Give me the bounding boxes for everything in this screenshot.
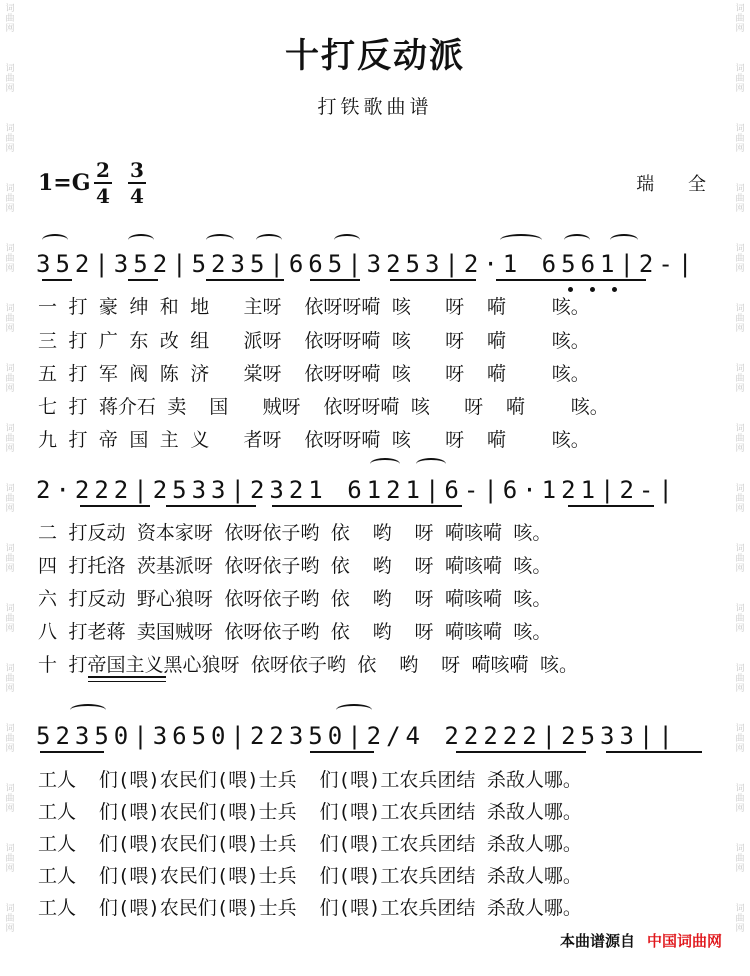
notation-line-1: 352|352|5235|665|3253|2·1 6561|2-| (36, 250, 698, 278)
watermark-right-13: 词曲网 (735, 724, 745, 754)
underline (166, 505, 256, 507)
slur (128, 234, 154, 246)
watermark-right-4: 词曲网 (735, 184, 745, 214)
watermark-right-14: 词曲网 (735, 784, 745, 814)
time-signature-bottom: 4 (130, 184, 144, 208)
underline (496, 279, 646, 281)
lyric-chorus-3: 工人 们(喂)农民们(喂)士兵 们(喂)工农兵团结 杀敌人哪。 (38, 833, 582, 855)
watermark-left-10: 词曲网 (5, 544, 15, 574)
underline (606, 751, 702, 753)
underline (206, 279, 284, 281)
underline (80, 505, 150, 507)
slur (256, 234, 282, 246)
watermark-right-15: 词曲网 (735, 844, 745, 874)
underline (456, 751, 586, 753)
watermark-left-8: 词曲网 (5, 424, 15, 454)
watermark-left-13: 词曲网 (5, 724, 15, 754)
lyric-verse-6: 六 打反动 野心狼呀 依呀依子哟 依 哟 呀 嗬咳嗬 咳。 (38, 588, 552, 610)
watermark-right-9: 词曲网 (735, 484, 745, 514)
time-signature-top: 3 (130, 158, 144, 182)
watermark-right-5: 词曲网 (735, 244, 745, 274)
watermark-right-7: 词曲网 (735, 364, 745, 394)
low-octave-dot (612, 287, 617, 292)
slur (610, 234, 638, 246)
watermark-left-14: 词曲网 (5, 784, 15, 814)
underline (40, 751, 104, 753)
underline (568, 505, 654, 507)
slur (70, 704, 106, 716)
lyric-verse-8: 八 打老蒋 卖国贼呀 依呀依子哟 依 哟 呀 嗬咳嗬 咳。 (38, 621, 552, 643)
lyric-verse-5: 五 打 军 阀 陈 济 棠呀 依呀呀嗬 咳 呀 嗬 咳。 (38, 363, 590, 385)
lyric-chorus-1: 工人 们(喂)农民们(喂)士兵 们(喂)工农兵团结 杀敌人哪。 (38, 769, 582, 791)
slur (42, 234, 68, 246)
composer: 瑞 全 (636, 174, 720, 195)
watermark-right-2: 词曲网 (735, 64, 745, 94)
lyric-verse-9: 九 打 帝 国 主 义 者呀 依呀呀嗬 咳 呀 嗬 咳。 (38, 429, 590, 451)
watermark-left-16: 词曲网 (5, 904, 15, 934)
source-footer (560, 930, 722, 951)
underline (88, 676, 166, 682)
time-signature-2-4 (92, 158, 114, 208)
slur (416, 458, 446, 470)
underline (310, 751, 374, 753)
watermark-left-7: 词曲网 (5, 364, 15, 394)
low-octave-dot (590, 287, 595, 292)
watermark-left-6: 词曲网 (5, 304, 15, 334)
source-label: 本曲谱源自 (559, 932, 635, 950)
slur (500, 234, 542, 246)
underline (128, 279, 158, 281)
slur (564, 234, 590, 246)
underline (42, 279, 72, 281)
watermark-left-3: 词曲网 (5, 124, 15, 154)
watermark-right-11: 词曲网 (735, 604, 745, 634)
watermark-right-16: 词曲网 (735, 904, 745, 934)
time-signature-top: 2 (96, 158, 110, 182)
watermark-left-12: 词曲网 (5, 664, 15, 694)
underline (390, 279, 476, 281)
lyric-verse-1: 一 打 豪 绅 和 地 主呀 依呀呀嗬 咳 呀 嗬 咳。 (38, 296, 590, 318)
watermark-right-1: 词曲网 (735, 4, 745, 34)
lyric-chorus-2: 工人 们(喂)农民们(喂)士兵 们(喂)工农兵团结 杀敌人哪。 (38, 801, 582, 823)
lyric-chorus-5: 工人 们(喂)农民们(喂)士兵 们(喂)工农兵团结 杀敌人哪。 (38, 897, 582, 919)
watermark-left-2: 词曲网 (5, 64, 15, 94)
slur (336, 704, 372, 716)
time-signature-3-4 (126, 158, 148, 208)
watermark-right-3: 词曲网 (735, 124, 745, 154)
watermark-right-6: 词曲网 (735, 304, 745, 334)
slur (206, 234, 234, 246)
notation-line-2: 2·222|2533|2321 6121|6-|6·121|2-| (36, 476, 678, 504)
watermark-left-4: 词曲网 (5, 184, 15, 214)
source-site: 中国词曲网 (646, 932, 722, 950)
song-title: 十打反动派 (285, 36, 465, 76)
watermark-right-12: 词曲网 (735, 664, 745, 694)
lyric-verse-3: 三 打 广 东 改 组 派呀 依呀呀嗬 咳 呀 嗬 咳。 (38, 330, 590, 352)
time-signature-bottom: 4 (96, 184, 110, 208)
watermark-left-9: 词曲网 (5, 484, 15, 514)
watermark-right-10: 词曲网 (735, 544, 745, 574)
notation-line-3: 52350|3650|22350|2/4 22222|2533|| (36, 722, 678, 750)
watermark-right-8: 词曲网 (735, 424, 745, 454)
lyric-verse-4: 四 打托洛 茨基派呀 依呀依子哟 依 哟 呀 嗬咳嗬 咳。 (38, 555, 552, 577)
slur (370, 458, 400, 470)
lyric-verse-7: 七 打 蒋介石 卖 国 贼呀 依呀呀嗬 咳 呀 嗬 咳。 (38, 396, 609, 418)
lyric-chorus-4: 工人 们(喂)农民们(喂)士兵 们(喂)工农兵团结 杀敌人哪。 (38, 865, 582, 887)
key-signature: 1=G (38, 170, 91, 196)
slur (334, 234, 360, 246)
watermark-left-11: 词曲网 (5, 604, 15, 634)
song-subtitle: 打铁歌曲谱 (317, 96, 433, 118)
lyric-verse-2: 二 打反动 资本家呀 依呀依子哟 依 哟 呀 嗬咳嗬 咳。 (38, 522, 552, 544)
watermark-left-5: 词曲网 (5, 244, 15, 274)
lyric-verse-10: 十 打帝国主义黑心狼呀 依呀依子哟 依 哟 呀 嗬咳嗬 咳。 (38, 654, 578, 676)
watermark-left-1: 词曲网 (5, 4, 15, 34)
underline (310, 279, 360, 281)
underline (272, 505, 462, 507)
watermark-left-15: 词曲网 (5, 844, 15, 874)
